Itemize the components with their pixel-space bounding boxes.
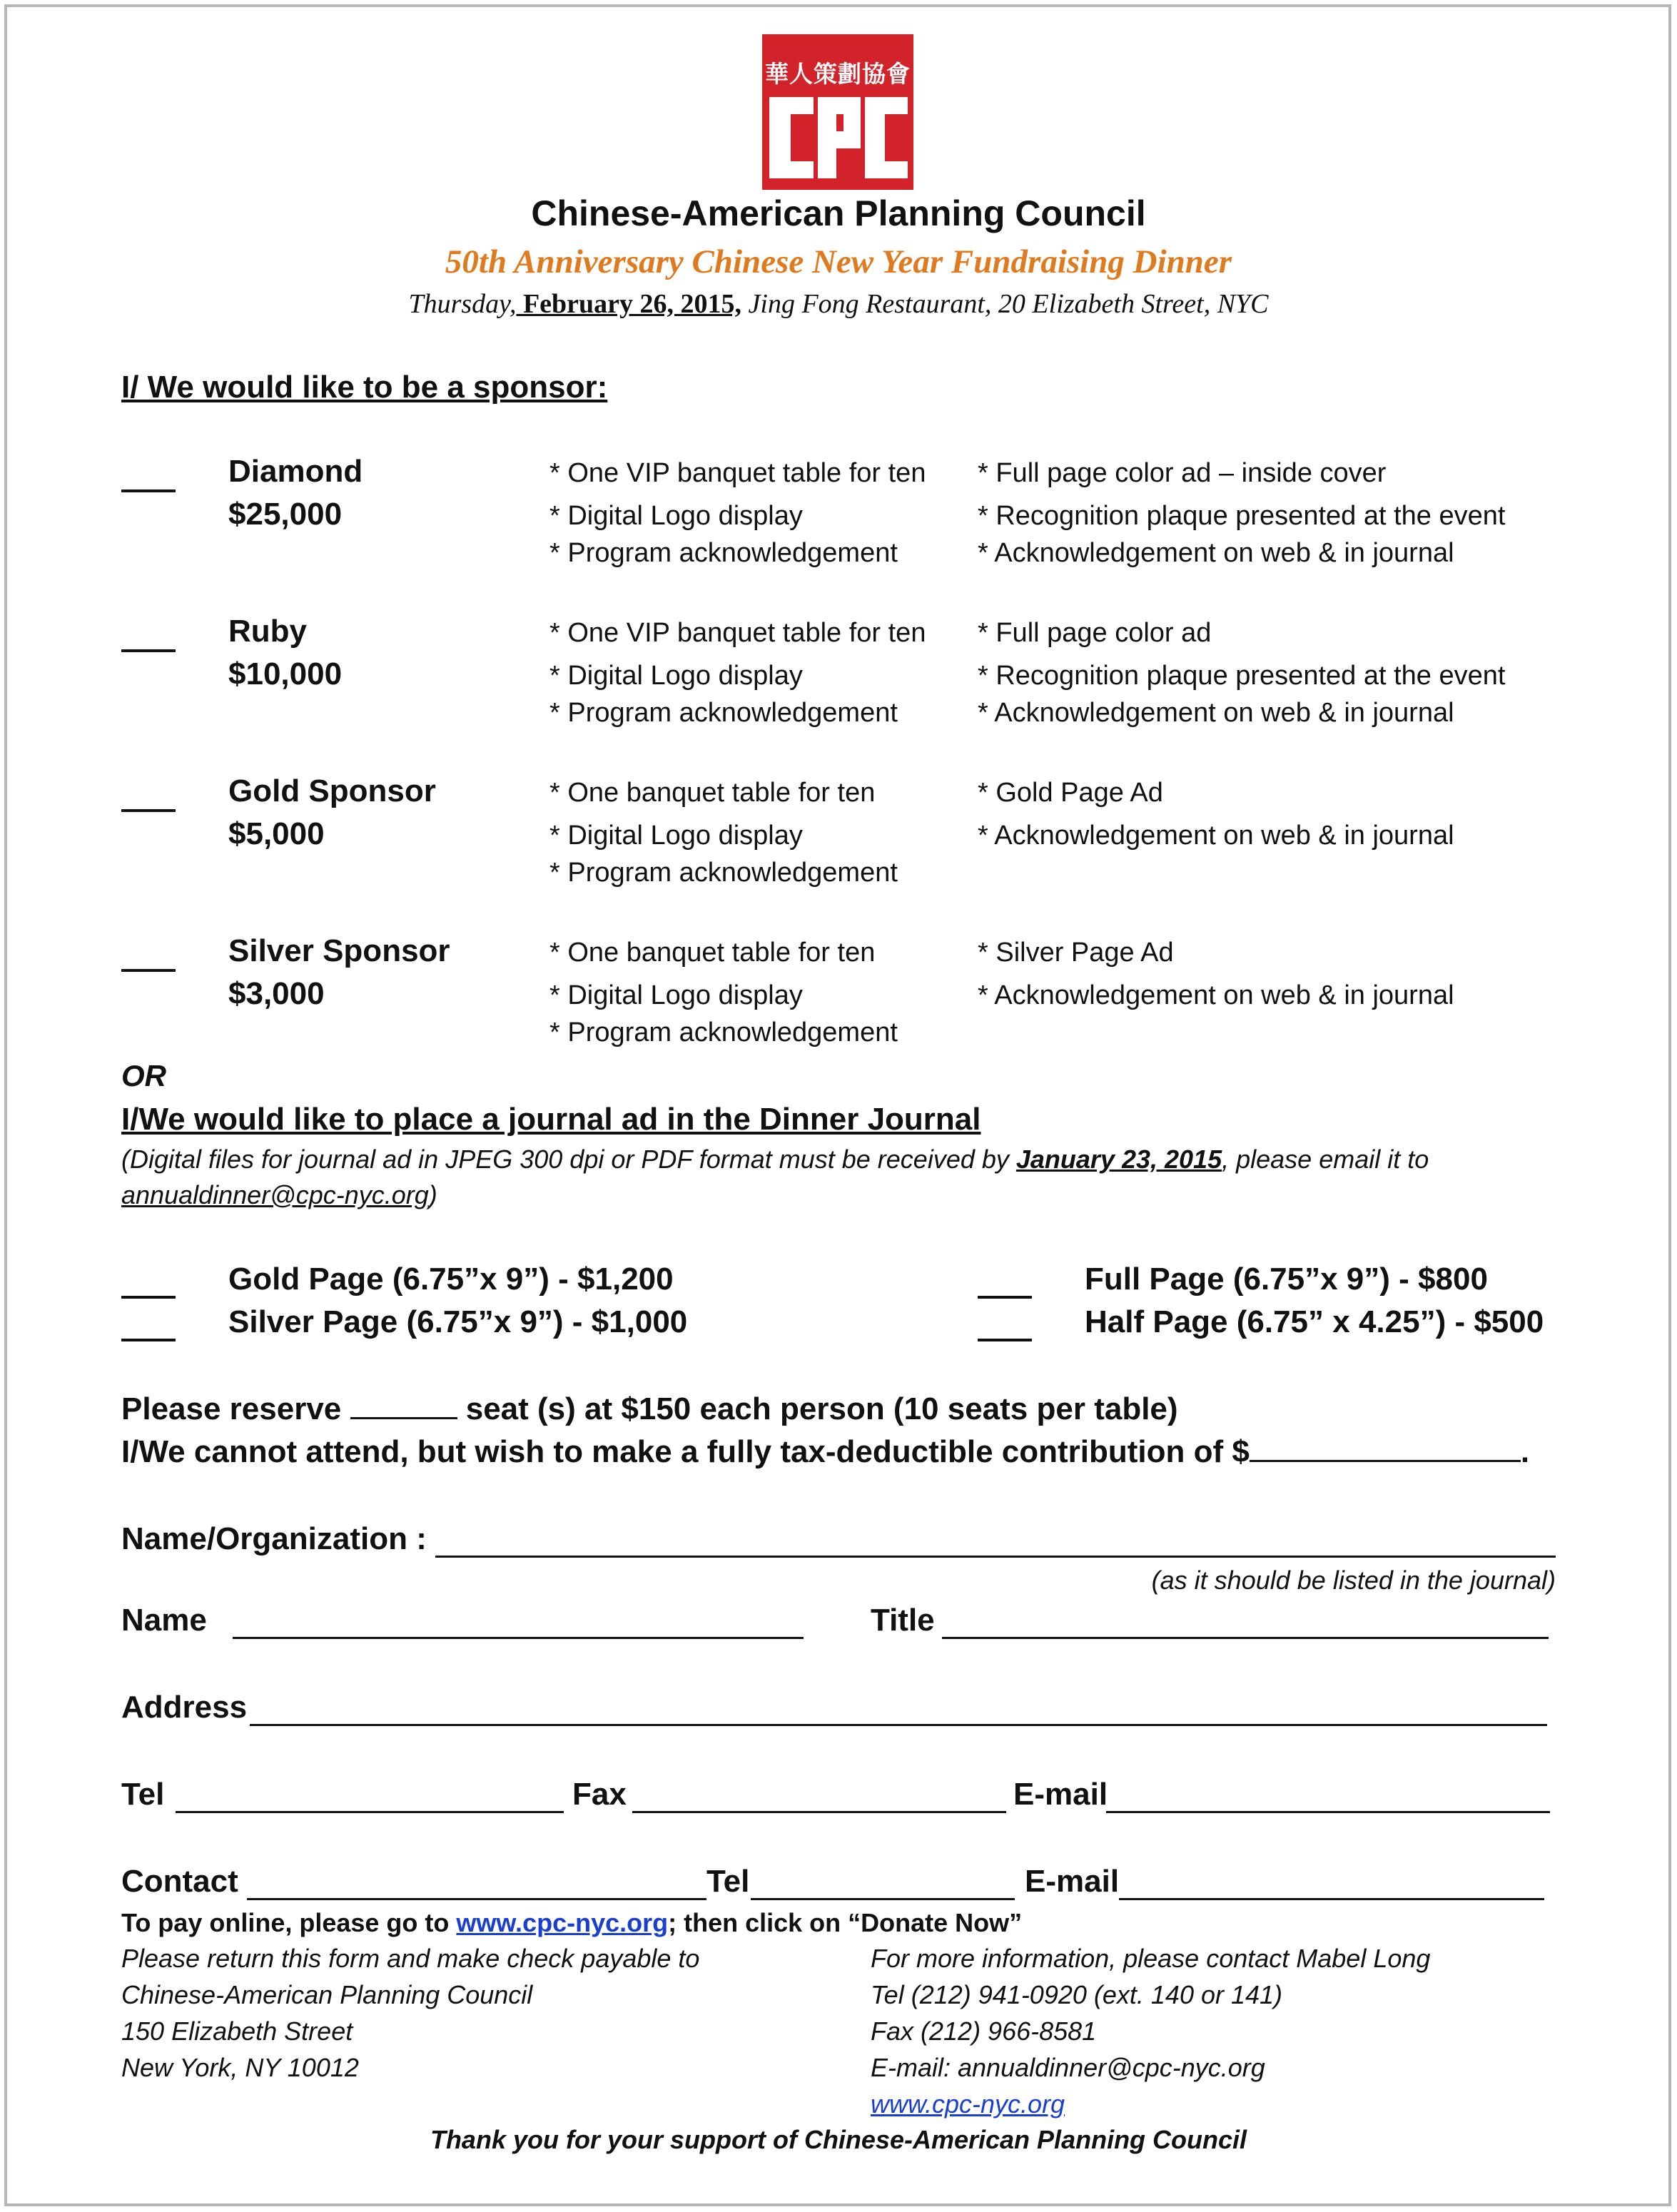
tier-name: Ruby xyxy=(228,614,307,649)
pay-text: To pay online, please go to xyxy=(121,1908,457,1937)
tier-benefit: * Acknowledgement on web & in journal xyxy=(978,821,1454,851)
event-venue: Jing Fong Restaurant, 20 Elizabeth Street, NYC xyxy=(741,289,1269,319)
sponsor-checkbox[interactable] xyxy=(121,649,176,652)
reserve-text: Please reserve xyxy=(121,1391,350,1426)
name-org-label: Name/Organization : xyxy=(121,1521,427,1556)
contact-tel-label: Tel xyxy=(706,1864,750,1899)
reserve-line xyxy=(121,1391,1178,1427)
journal-note-text: (Digital files for journal ad in JPEG 300 dpi or PDF format must be received by xyxy=(121,1145,1016,1174)
info-line-2: Tel (212) 941-0920 (ext. 140 or 141) xyxy=(871,1980,1283,2009)
email-field[interactable] xyxy=(1106,1811,1550,1813)
address-field[interactable] xyxy=(250,1724,1547,1726)
fax-label: Fax xyxy=(572,1777,627,1812)
org-name: Chinese-American Planning Council xyxy=(531,193,1146,233)
tier-price: $3,000 xyxy=(228,976,325,1011)
or-label: OR xyxy=(121,1059,166,1092)
pay-link[interactable]: www.cpc-nyc.org xyxy=(456,1908,669,1937)
info-line-1: For more information, please contact Mabel Long xyxy=(871,1944,1431,1973)
event-date-line xyxy=(0,288,1677,320)
info-website-link[interactable]: www.cpc-nyc.org xyxy=(871,2089,1065,2119)
name-label: Name xyxy=(121,1603,207,1638)
title-field[interactable] xyxy=(942,1637,1549,1639)
ad-full-label: Full Page (6.75”x 9”) - $800 xyxy=(1085,1262,1488,1297)
contribution-period: . xyxy=(1520,1434,1530,1469)
logo-chinese-text: 華人策劃協會 xyxy=(765,60,911,88)
sponsor-checkbox[interactable] xyxy=(121,809,176,812)
tier-benefit: * Full page color ad – inside cover xyxy=(978,458,1387,488)
ad-half-checkbox[interactable] xyxy=(978,1339,1032,1341)
tier-price: $25,000 xyxy=(228,497,343,532)
tier-benefit: * Program acknowledgement xyxy=(549,858,898,888)
tel-label: Tel xyxy=(121,1777,165,1812)
email-label: E-mail xyxy=(1013,1777,1108,1812)
pay-online-line xyxy=(121,1908,1022,1938)
contact-email-field[interactable] xyxy=(1119,1898,1544,1900)
cpc-letters-logo xyxy=(762,34,913,190)
tier-benefit: * Acknowledgement on web & in journal xyxy=(978,980,1454,1010)
journal-note xyxy=(121,1145,1429,1175)
cpc-logo xyxy=(762,34,913,190)
pay-text-after: ; then click on “Donate Now” xyxy=(668,1908,1023,1937)
tel-field[interactable] xyxy=(176,1811,564,1813)
tier-benefit: * One VIP banquet table for ten xyxy=(549,618,926,648)
contact-tel-field[interactable] xyxy=(751,1898,1015,1900)
tier-benefit: * Silver Page Ad xyxy=(978,938,1174,968)
ad-silver-label: Silver Page (6.75”x 9”) - $1,000 xyxy=(228,1304,688,1339)
tier-benefit: * Digital Logo display xyxy=(549,661,803,691)
address-label: Address xyxy=(121,1690,248,1725)
ad-half-label: Half Page (6.75” x 4.25”) - $500 xyxy=(1085,1304,1544,1339)
tier-benefit: * One banquet table for ten xyxy=(549,778,876,808)
tier-benefit: * Gold Page Ad xyxy=(978,778,1163,808)
journal-email[interactable]: annualdinner@cpc-nyc.org xyxy=(121,1180,429,1209)
tier-name: Silver Sponsor xyxy=(228,933,450,968)
tier-benefit: * Digital Logo display xyxy=(549,501,803,531)
event-title: 50th Anniversary Chinese New Year Fundraising Dinner xyxy=(445,243,1232,280)
contact-email-label: E-mail xyxy=(1025,1864,1120,1899)
tier-benefit: * Full page color ad xyxy=(978,618,1212,648)
name-org-field[interactable] xyxy=(435,1556,1556,1558)
contribution-amount-field[interactable] xyxy=(1250,1460,1521,1462)
ad-gold-checkbox[interactable] xyxy=(121,1296,176,1299)
tier-benefit: * Recognition plaque presented at the event xyxy=(978,501,1506,531)
journal-note-after: , please email it to xyxy=(1222,1145,1429,1174)
tier-benefit: * Program acknowledgement xyxy=(549,1018,898,1047)
fax-field[interactable] xyxy=(632,1811,1006,1813)
return-line-2: Chinese-American Planning Council xyxy=(121,1980,533,2009)
tier-benefit: * Program acknowledgement xyxy=(549,538,898,568)
journal-listing-hint: (as it should be listed in the journal) xyxy=(1151,1566,1556,1595)
thank-you: Thank you for your support of Chinese-American Planning Council xyxy=(430,2125,1247,2154)
contribution-text: I/We cannot attend, but wish to make a fully tax-deductible contribution of $ xyxy=(121,1434,1250,1469)
info-line-3: Fax (212) 966-8581 xyxy=(871,2016,1097,2046)
ad-full-checkbox[interactable] xyxy=(978,1296,1032,1299)
tier-benefit: * Program acknowledgement xyxy=(549,698,898,728)
tier-benefit: * Recognition plaque presented at the event xyxy=(978,661,1506,691)
name-field[interactable] xyxy=(233,1637,804,1639)
tier-price: $10,000 xyxy=(228,656,343,691)
seat-count-field[interactable] xyxy=(350,1417,457,1419)
ad-gold-label: Gold Page (6.75”x 9”) - $1,200 xyxy=(228,1262,674,1297)
contribution-line xyxy=(121,1434,1529,1470)
tier-benefit: * Digital Logo display xyxy=(549,821,803,851)
journal-deadline: January 23, 2015 xyxy=(1015,1145,1222,1174)
journal-heading: I/We would like to place a journal ad in the Dinner Journal xyxy=(121,1102,981,1137)
tier-benefit: * Acknowledgement on web & in journal xyxy=(978,538,1454,568)
journal-note-close: ) xyxy=(428,1180,437,1209)
tier-benefit: * One VIP banquet table for ten xyxy=(549,458,926,488)
sponsor-checkbox[interactable] xyxy=(121,489,176,492)
return-line-3: 150 Elizabeth Street xyxy=(121,2016,353,2046)
title-label: Title xyxy=(871,1603,935,1638)
tier-benefit: * One banquet table for ten xyxy=(549,938,876,968)
tier-name: Gold Sponsor xyxy=(228,773,436,808)
tier-benefit: * Acknowledgement on web & in journal xyxy=(978,698,1454,728)
sponsor-heading: I/ We would like to be a sponsor: xyxy=(121,370,608,405)
info-line-4: E-mail: annualdinner@cpc-nyc.org xyxy=(871,2053,1265,2082)
date-prefix: Thursday, xyxy=(408,289,517,319)
event-date: February 26, 2015, xyxy=(516,289,742,319)
ad-silver-checkbox[interactable] xyxy=(121,1339,176,1341)
contact-label: Contact xyxy=(121,1864,238,1899)
tier-price: $5,000 xyxy=(228,816,325,851)
return-line-1: Please return this form and make check payable to xyxy=(121,1944,700,1973)
return-line-4: New York, NY 10012 xyxy=(121,2053,359,2082)
tier-benefit: * Digital Logo display xyxy=(549,980,803,1010)
reserve-text-after: seat (s) at $150 each person (10 seats per table) xyxy=(457,1391,1178,1426)
contact-field[interactable] xyxy=(247,1898,706,1900)
tier-name: Diamond xyxy=(228,454,363,489)
sponsor-checkbox[interactable] xyxy=(121,969,176,972)
journal-note-email-line xyxy=(121,1180,437,1210)
